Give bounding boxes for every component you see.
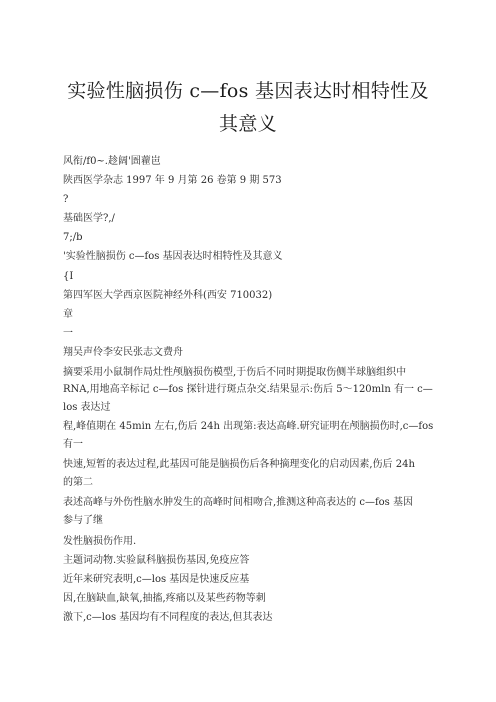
text-line: 一 <box>63 328 73 339</box>
body-line: 激下,c—los 基因均有不同程度的表达,但其表达 <box>63 612 273 623</box>
affiliation: 第四军医大学西京医院神经外科(西安 710032) <box>63 290 273 301</box>
abstract-line: 参与了继 <box>63 515 103 526</box>
document-title-line-1: 实验性脑损伤 c—fos 基因表达时相特性及 <box>67 80 429 102</box>
abstract-line: RNA,用地高辛标记 c—fos 探针进行斑点杂交.结果显示:伤后 5～120mln 有一 c— <box>63 384 433 395</box>
body-line: 近年来研究表明,c—los 基因是快速反应基 <box>63 574 250 585</box>
journal-citation: 陕西医学杂志 1997 年 9 月第 26 卷第 9 期 573 <box>63 175 282 186</box>
abstract-line: 表述高峰与外伤性脑水肿发生的高峰时间相吻合,推测这种高表达的 c—fos 基因 <box>63 497 413 508</box>
text-line: ? <box>63 194 69 205</box>
author-names-garbled: 风衔/f0~.趁阔'圄藋岜 <box>63 156 161 167</box>
author-list: 翔吴声伶李安民张志文费舟 <box>63 347 183 358</box>
abstract-line: los 表达过 <box>63 402 111 413</box>
abstract-line: 有一 <box>63 439 83 450</box>
abstract-line: 的第二 <box>63 477 93 488</box>
text-line: 章 <box>63 309 73 320</box>
keywords-line: 主题词动物.实验鼠科脑损伤基因,免疫应答 <box>63 555 250 566</box>
text-line: {I <box>63 271 74 282</box>
body-line: 因,在脑缺血,缺氧,抽搐,疼痛以及某些药物等刺 <box>63 593 266 604</box>
abstract-line: 程,峰值期在 45min 左右,伤后 24h 出现第:表达高峰.研究证明在颅脑损伤时,c—fos <box>63 421 434 432</box>
article-title-small: '实验性脑损伤 c—fos 基因表达时相特性及其意义 <box>63 251 283 262</box>
section-label: 基础医学?,/ <box>63 213 115 224</box>
abstract-line: 发性脑损伤作用. <box>63 536 137 547</box>
abstract-line: 摘要采用小鼠制作局灶性颅脑损伤模型,于伤后不同时期提取伤侧半球脑组织中 <box>63 367 407 378</box>
text-line: 7;/b <box>63 232 83 243</box>
document-title-line-2: 其意义 <box>219 113 277 135</box>
abstract-line: 快速,短暂的表达过程,此基因可能是脑损伤后各种摘理变化的启动因素,伤后 24h <box>63 459 415 470</box>
